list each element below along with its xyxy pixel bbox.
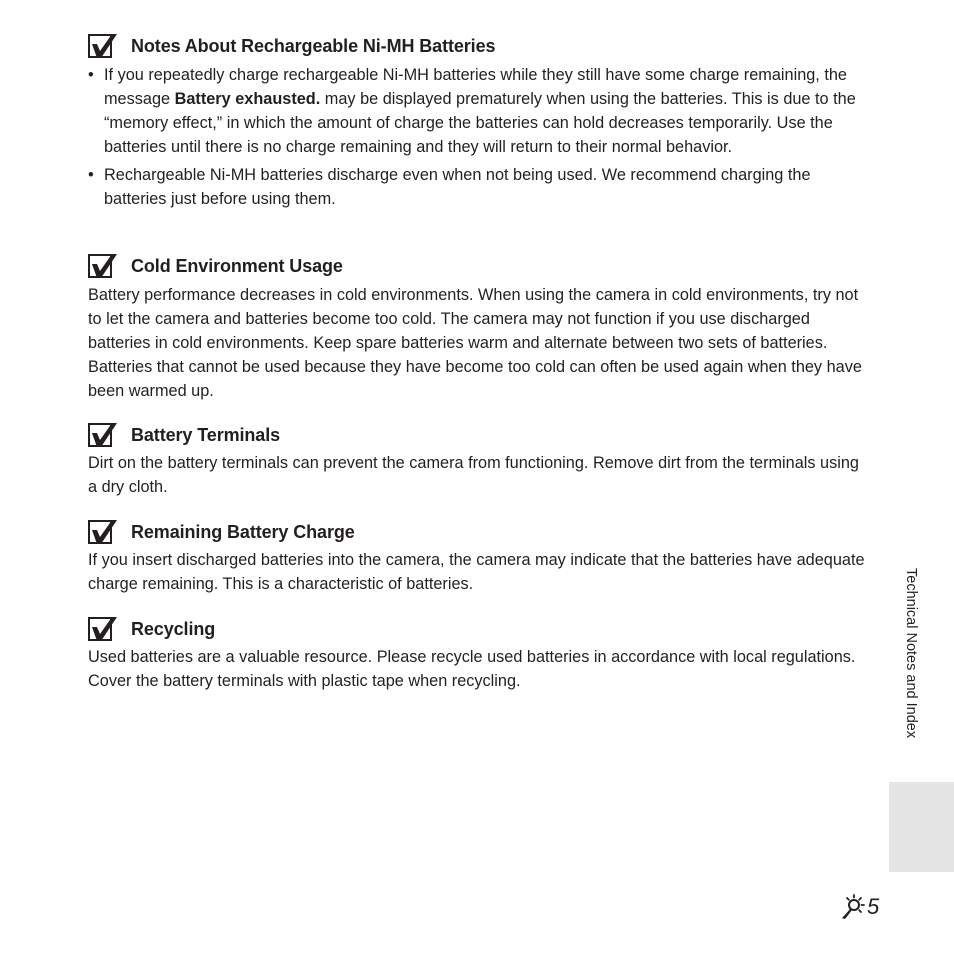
section-heading	[88, 31, 868, 61]
bullet-list	[88, 63, 868, 211]
bullet-item	[88, 163, 868, 211]
section-nimh-notes	[88, 31, 868, 215]
check-box-icon	[88, 33, 118, 59]
section-body: Used batteries are a valuable resource. Please recycle used batteries in accordance with local regulations. Cover the battery terminals with plastic tape when recycling.	[88, 648, 856, 690]
section-heading	[88, 420, 868, 450]
check-box-icon	[88, 519, 118, 545]
bullet-text: may be displayed prematurely when using the batteries. This is due to the “memory effect,” in which the amount of charge the batteries can hold decreases temporarily. Use the batteries until there is no charge remaining and they will return to their normal behavior.	[104, 90, 856, 156]
section-recycling	[88, 614, 868, 693]
section-heading	[88, 517, 868, 547]
bold-message: Battery exhausted.	[174, 90, 321, 108]
section-title: Notes About Rechargeable Ni-MH Batteries	[131, 35, 496, 56]
side-section-label: Technical Notes and Index	[903, 568, 919, 739]
section-title: Battery Terminals	[131, 424, 281, 445]
section-body: Dirt on the battery terminals can prevent the camera from functioning. Remove dirt from the terminals using a dry cloth.	[88, 454, 859, 496]
reference-section-icon	[840, 894, 866, 920]
section-title: Remaining Battery Charge	[131, 521, 355, 542]
section-body: If you insert discharged batteries into the camera, the camera may indicate that the batteries have adequate charge remaining. This is a characteristic of batteries.	[88, 551, 865, 593]
check-box-icon	[88, 422, 118, 448]
page-number	[840, 892, 879, 922]
bullet-text: Rechargeable Ni-MH batteries discharge even when not being used. We recommend charging the batteries just before using them.	[104, 166, 811, 208]
bullet-text: If you repeatedly charge rechargeable Ni-MH batteries while they still have some charge remaining, the message	[104, 66, 847, 108]
check-box-icon	[88, 253, 118, 279]
section-heading	[88, 614, 868, 644]
section-battery-terminals	[88, 420, 868, 499]
section-body: Battery performance decreases in cold environments. When using the camera in cold environments, try not to let the camera and batteries become too cold. The camera may not function if you use discharged batteries in cold environments. Keep spare batteries warm and alternate between two sets of batteries. Batteries that cannot be used because they have become too cold can often be used again when they have been warmed up.	[88, 286, 862, 400]
side-tab	[889, 782, 954, 872]
bullet-item	[88, 63, 868, 159]
page-number-text: 5	[867, 894, 880, 919]
section-title: Cold Environment Usage	[131, 255, 343, 276]
section-heading	[88, 251, 868, 281]
section-remaining-charge	[88, 517, 868, 596]
section-title: Recycling	[131, 618, 216, 639]
check-box-icon	[88, 616, 118, 642]
section-cold-environment	[88, 251, 868, 403]
